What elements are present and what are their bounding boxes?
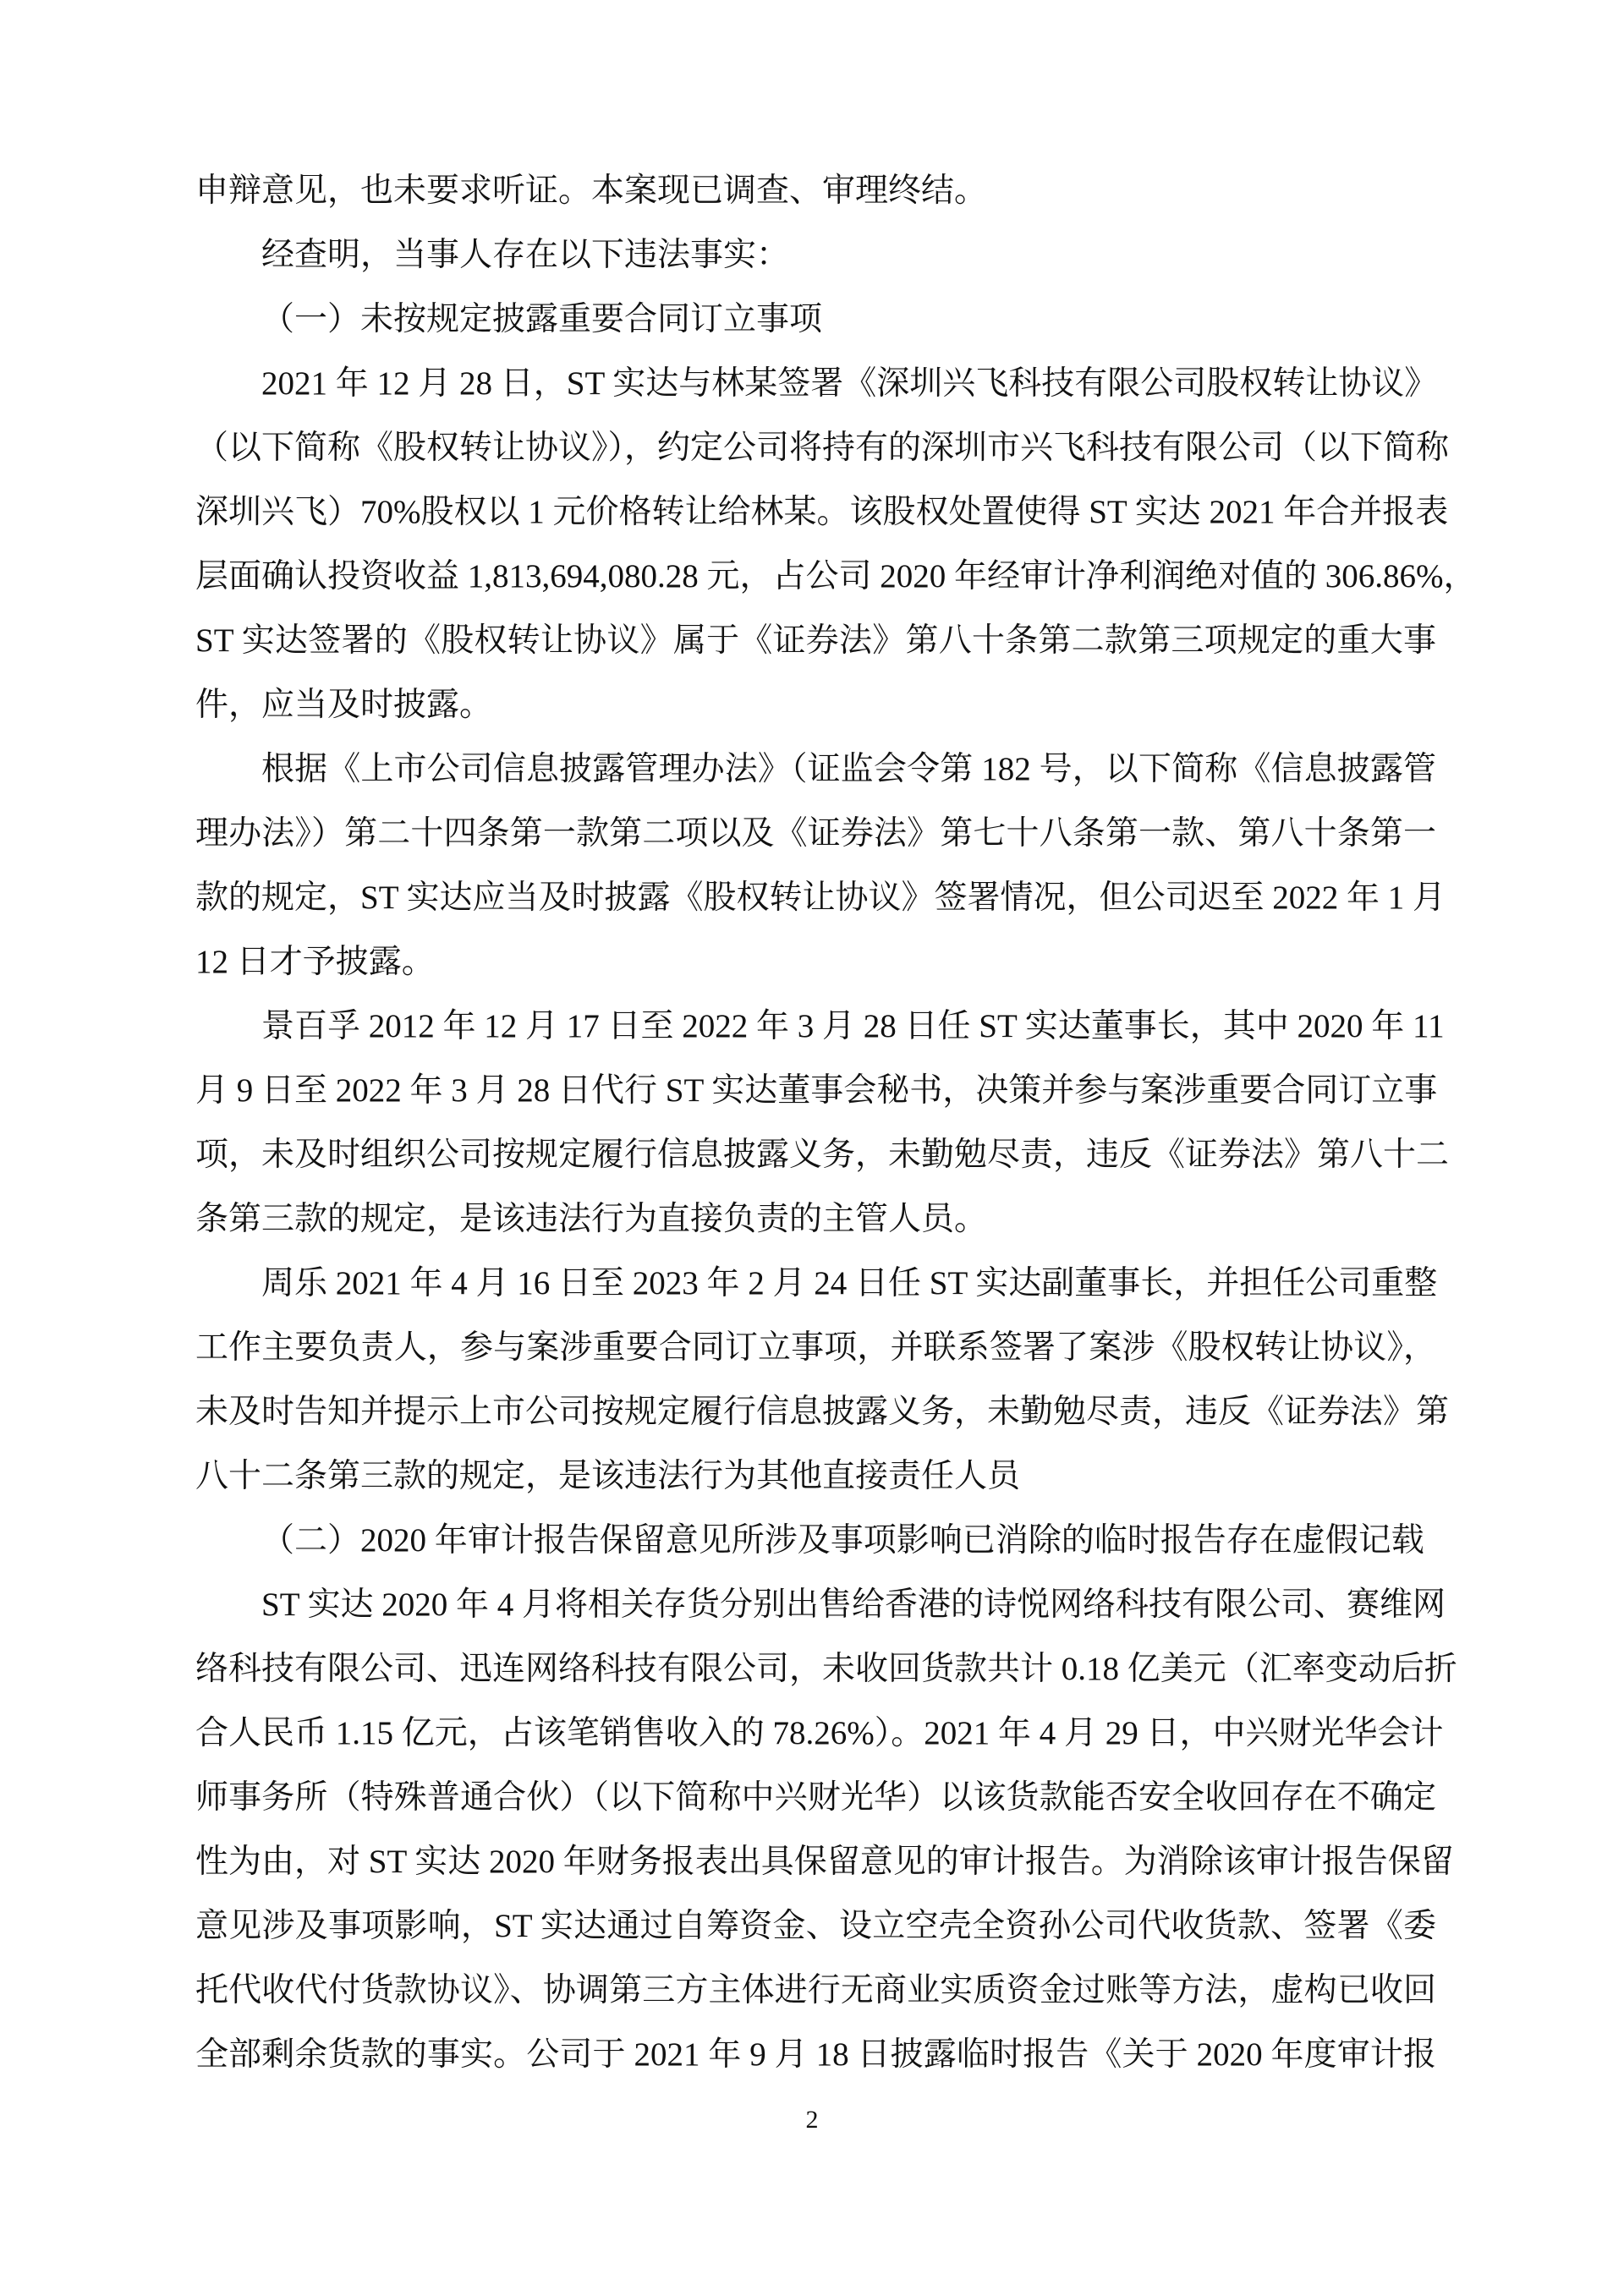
paragraph	[195, 359, 1477, 744]
text-line: 项，未及时组织公司按规定履行信息披露义务，未勤勉尽责，违反《证券法》第八十二	[195, 1137, 1450, 1173]
text-line: 未及时告知并提示上市公司按规定履行信息披露义务，未勤勉尽责，违反《证券法》第	[195, 1394, 1450, 1430]
text-line: （以下简称《股权转让协议》），约定公司将持有的深圳市兴飞科技有限公司（以下简称	[195, 430, 1450, 466]
paragraph	[195, 1001, 1450, 1258]
page-number: 2	[805, 2106, 819, 2134]
text-line: 申辩意见，也未要求听证。本案现已调查、审理终结。	[195, 173, 988, 209]
text-line: 络科技有限公司、迅连网络科技有限公司，未收回货款共计 0.18 亿美元（汇率变动后折	[195, 1651, 1457, 1687]
text-line: 层面确认投资收益 1,813,694,080.28 元，占公司 2020 年经审计净利润绝对值的 306.86%，	[195, 558, 1477, 595]
text-line: 件，应当及时披露。	[195, 687, 493, 723]
text-line: ST 实达 2020 年 4 月将相关存货分别出售给香港的诗悦网络科技有限公司、赛维网	[261, 1586, 1446, 1623]
paragraph	[195, 744, 1446, 1001]
text-line: ST 实达签署的《股权转让协议》属于《证券法》第八十条第二款第三项规定的重大事	[195, 622, 1436, 659]
text-line: 理办法》）第二十四条第一款第二项以及《证券法》第七十八条第一款、第八十条第一	[195, 815, 1436, 852]
text-line: 师事务所（特殊普通合伙）（以下简称中兴财光华）以该货款能否安全收回存在不确定	[195, 1779, 1436, 1816]
paragraph	[195, 294, 1436, 359]
text-line: （二）2020 年审计报告保留意见所涉及事项影响已消除的临时报告存在虚假记载	[261, 1522, 1424, 1559]
paragraph	[195, 166, 1436, 230]
text-line: 月 9 日至 2022 年 3 月 28 日代行 ST 实达董事会秘书，决策并参与案涉重要合同订立事	[195, 1072, 1438, 1109]
text-line: 合人民币 1.15 亿元，占该笔销售收入的 78.26%）。2021 年 4 月 29 日，中兴财光华会计	[195, 1715, 1444, 1751]
text-line: 意见涉及事项影响，ST 实达通过自筹资金、设立空壳全资孙公司代收货款、签署《委	[195, 1908, 1436, 1944]
paragraph	[195, 1580, 1457, 2094]
text-line: 12 日才予披露。	[195, 944, 435, 980]
text-line: 周乐 2021 年 4 月 16 日至 2023 年 2 月 24 日任 ST 实达副董事长，并担任公司重整	[261, 1265, 1438, 1301]
text-line: 托代收代付货款协议》、协调第三方主体进行无商业实质资金过账等方法，虚构已收回	[195, 1972, 1436, 2008]
text-line: 2021 年 12 月 28 日，ST 实达与林某签署《深圳兴飞科技有限公司股权转让协议》	[261, 365, 1438, 402]
paragraph	[195, 1258, 1450, 1515]
paragraph	[195, 1515, 1436, 1580]
text-line: 根据《上市公司信息披露管理办法》（证监会令第 182 号，以下简称《信息披露管	[261, 751, 1436, 787]
text-line: 景百孚 2012 年 12 月 17 日至 2022 年 3 月 28 日任 ST 实达董事长，其中 2020 年 11	[261, 1008, 1445, 1044]
text-line: 经查明，当事人存在以下违法事实：	[261, 237, 790, 273]
text-line: 深圳兴飞）70%股权以 1 元价格转让给林某。该股权处置使得 ST 实达 2021 年合并报表	[195, 494, 1449, 530]
text-line: 性为由，对 ST 实达 2020 年财务报表出具保留意见的审计报告。为消除该审计报告保留	[195, 1844, 1454, 1880]
paragraph	[195, 230, 1436, 294]
text-line: 全部剩余货款的事实。公司于 2021 年 9 月 18 日披露临时报告《关于 2020 年度审计报	[195, 2036, 1436, 2073]
text-line: （一）未按规定披露重要合同订立事项	[261, 301, 823, 337]
document-body	[195, 166, 1477, 2094]
text-line: 八十二条第三款的规定，是该违法行为其他直接责任人员	[195, 1458, 1021, 1494]
text-line: 款的规定，ST 实达应当及时披露《股权转让协议》签署情况，但公司迟至 2022 年 1 月	[195, 879, 1446, 916]
text-line: 条第三款的规定，是该违法行为直接负责的主管人员。	[195, 1201, 988, 1237]
text-line: 工作主要负责人，参与案涉重要合同订立事项，并联系签署了案涉《股权转让协议》，	[195, 1329, 1436, 1366]
